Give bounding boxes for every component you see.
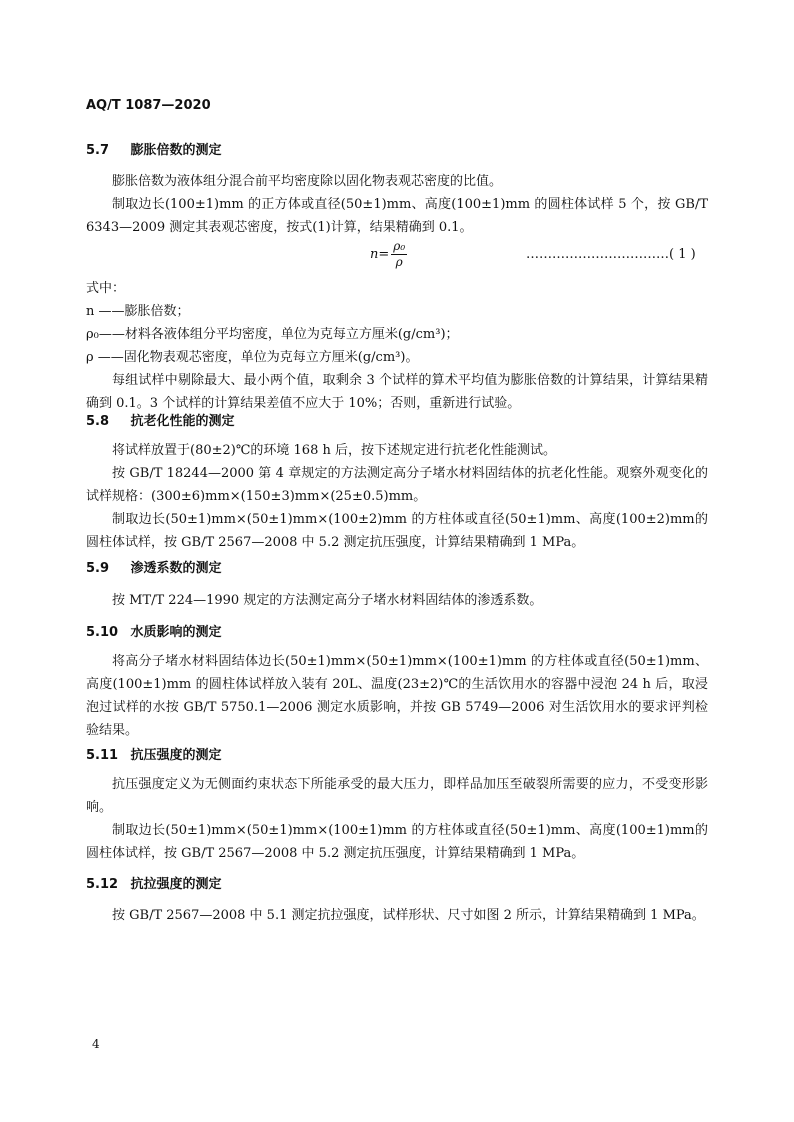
section-heading-5-8: [86, 410, 235, 433]
section-number: 5.9: [86, 561, 110, 576]
section-heading-5-9: [86, 557, 222, 580]
formula-leader: ……………………………: [526, 247, 669, 262]
section-5-11-body: [86, 773, 708, 865]
formula-numerator: ρ₀: [393, 239, 406, 253]
section-5-10-body: [86, 650, 708, 742]
definition-n: n ——膨胀倍数；: [86, 304, 190, 319]
section-title: 膨胀倍数的测定: [130, 143, 222, 158]
paragraph: 膨胀倍数为液体组分混合前平均密度除以固化物表观芯密度的比值。: [112, 174, 503, 189]
section-title: 渗透系数的测定: [130, 561, 222, 576]
paragraph: 将试样放置于(80±2)℃的环境 168 h 后，按下述规定进行抗老化性能测试。: [112, 443, 556, 458]
section-5-12-body: [86, 904, 708, 927]
paragraph: 按 GB/T 18244—2000 第 4 章规定的方法测定高分子堵水材料固结体的抗老化性能。观察外观变化的试样规格：(300±6)mm×(150±3)mm×(25±0.5)mm。: [86, 466, 708, 504]
definition-rho: ρ ——固化物表观芯密度，单位为克每立方厘米(g/cm³)。: [86, 350, 419, 365]
section-number: 5.12: [86, 877, 119, 892]
section-5-9-body: [86, 589, 708, 612]
formula-denominator: ρ: [395, 255, 403, 269]
section-number: 5.10: [86, 625, 119, 640]
paragraph: 制取边长(50±1)mm×(50±1)mm×(100±1)mm 的方柱体或直径(50±1)mm、高度(100±1)mm的圆柱体试样，按 GB/T 2567—2008 中 5.2 测定抗压强度，计算结果精确到 1 MPa。: [86, 823, 708, 861]
section-5-8-body: [86, 439, 708, 554]
section-title: 抗压强度的测定: [130, 748, 222, 763]
where-label: 式中：: [86, 281, 126, 296]
formula-eq-number: ( 1 ): [669, 247, 696, 262]
section-number: 5.8: [86, 414, 110, 429]
formula-fraction: [391, 239, 407, 270]
paragraph: 制取边长(100±1)mm 的正方体或直径(50±1)mm、高度(100±1)mm 的圆柱体试样 5 个，按 GB/T 6343—2009 测定其表观芯密度，按式(1)计算，结果精确到 0.1。: [86, 197, 708, 235]
paragraph: 制取边长(50±1)mm×(50±1)mm×(100±2)mm 的方柱体或直径(50±1)mm、高度(100±2)mm的圆柱体试样，按 GB/T 2567—2008 中 5.2 测定抗压强度，计算结果精确到 1 MPa。: [86, 512, 708, 550]
section-number: 5.11: [86, 748, 119, 763]
formula-number: [526, 243, 696, 266]
paragraph: 按 GB/T 2567—2008 中 5.1 测定抗拉强度，试样形状、尺寸如图 2 所示，计算结果精确到 1 MPa。: [112, 908, 705, 923]
section-heading-5-7: [86, 139, 222, 162]
paragraph: 每组试样中剔除最大、最小两个值，取剩余 3 个试样的算术平均值为膨胀倍数的计算结果，计算结果精确到 0.1。3 个试样的计算结果差值不应大于 10%；否则，重新进行试验。: [86, 373, 708, 411]
paragraph: 按 MT/T 224—1990 规定的方法测定高分子堵水材料固结体的渗透系数。: [112, 593, 543, 608]
section-heading-5-11: [86, 744, 222, 767]
section-title: 抗拉强度的测定: [130, 877, 222, 892]
section-number: 5.7: [86, 143, 110, 158]
section-5-7-body: [86, 170, 708, 239]
page-number: 4: [92, 1037, 100, 1051]
formula-definitions: [86, 277, 708, 415]
section-title: 抗老化性能的测定: [130, 414, 235, 429]
paragraph: 将高分子堵水材料固结体边长(50±1)mm×(50±1)mm×(100±1)mm 的方柱体或直径(50±1)mm、高度(100±1)mm 的圆柱体试样放入装有 20L、温度(23±2)℃的生活饮用水的容器中浸泡 24 h 后，取浸泡过试样的水按 GB/T 5750.1—2006 测定水质影响，并按 GB 5749—2006 对生活饮用水的要求评判检验结果。: [86, 654, 708, 738]
section-heading-5-10: [86, 621, 222, 644]
section-heading-5-12: [86, 873, 222, 896]
document-header-id: AQ/T 1087—2020: [86, 98, 211, 113]
definition-rho0: ρ₀——材料各液体组分平均密度，单位为克每立方厘米(g/cm³)；: [86, 327, 459, 342]
formula-lhs: n=: [370, 247, 390, 262]
formula-1: [86, 237, 708, 277]
section-title: 水质影响的测定: [130, 625, 222, 640]
paragraph: 抗压强度定义为无侧面约束状态下所能承受的最大压力，即样品加压至破裂所需要的应力，不受变形影响。: [86, 777, 708, 815]
formula-expression: [370, 239, 407, 270]
